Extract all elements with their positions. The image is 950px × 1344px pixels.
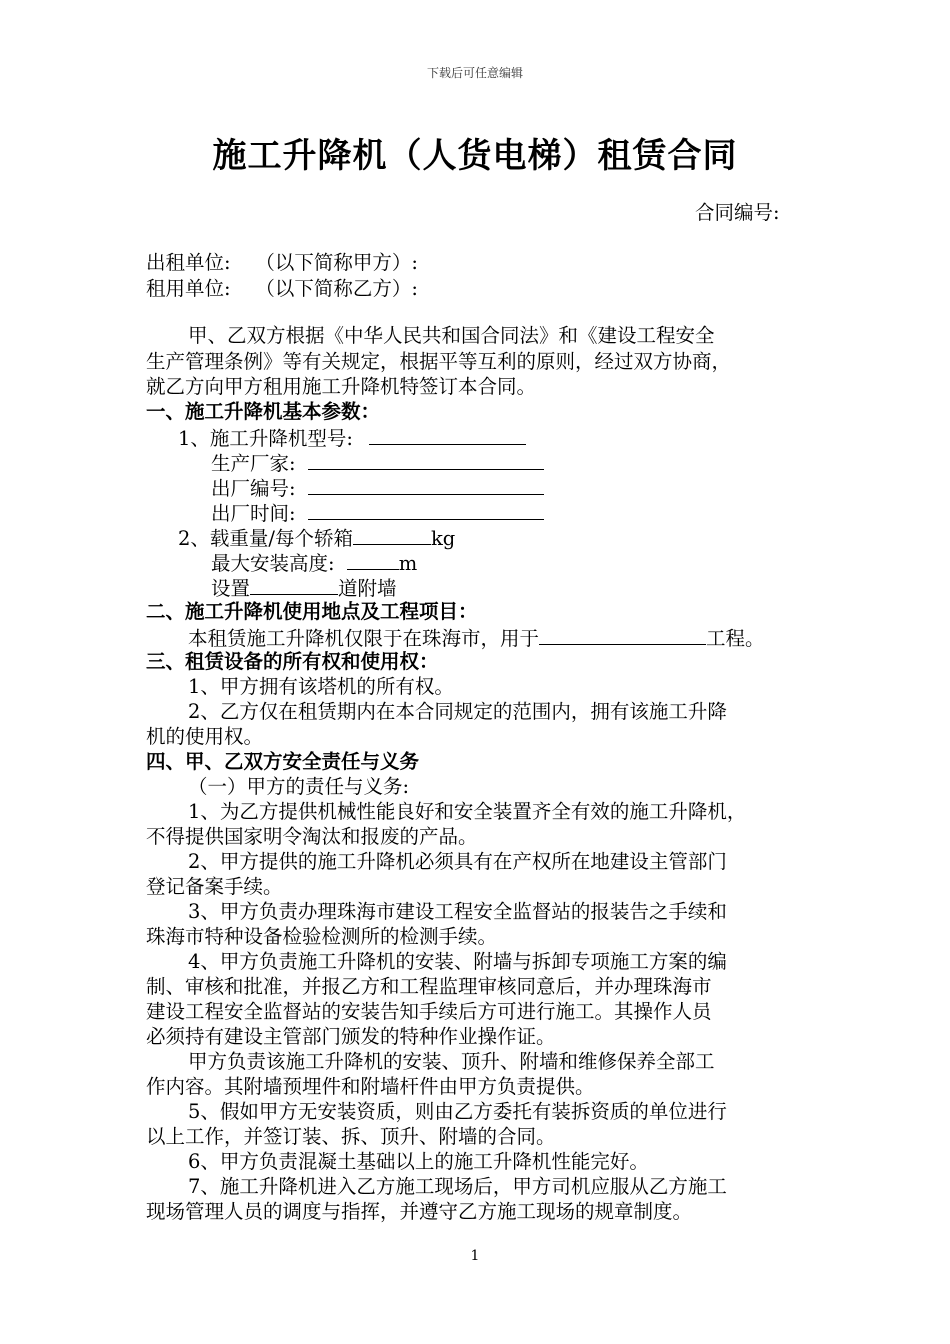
intro-line-3: 就乙方向甲方租用施工升降机特签订本合同。: [146, 375, 537, 398]
duty-line: 现场管理人员的调度与指挥，并遵守乙方施工现场的规章制度。: [146, 1200, 693, 1223]
intro-line-2: 生产管理条例》等有关规定，根据平等互利的原则，经过双方协商，: [146, 350, 732, 373]
contract-number-label: 合同编号:: [695, 201, 780, 224]
location-line: [188, 624, 765, 651]
duty-line: 甲方负责该施工升降机的安装、顶升、附墙和维修保养全部工: [188, 1050, 715, 1073]
page-number: 1: [470, 1248, 480, 1264]
param-height-unit: m: [398, 552, 418, 575]
param-serial-label: 出厂编号:: [211, 477, 296, 500]
param-wall-prefix: 设置: [211, 577, 251, 600]
section-4-heading: 四、甲、乙双方安全责任与义务: [146, 750, 420, 773]
location-blank: [539, 624, 706, 645]
section-1-heading: 一、施工升降机基本参数：: [146, 400, 381, 423]
duty-line: 1、为乙方提供机械性能良好和安全装置齐全有效的施工升降机，: [188, 800, 747, 823]
param-serial: [211, 474, 544, 501]
section-3-heading: 三、租赁设备的所有权和使用权：: [146, 650, 439, 673]
param-wall-suffix: 道附墙: [338, 577, 397, 600]
lessee-line: 租用单位: （以下简称乙方）:: [146, 277, 418, 300]
param-maker-label: 生产厂家:: [211, 452, 296, 475]
duty-line: 2、甲方提供的施工升降机必须具有在产权所在地建设主管部门: [188, 850, 727, 873]
param-wall: [211, 574, 397, 601]
section-2-heading: 二、施工升降机使用地点及工程项目：: [146, 600, 478, 623]
duty-line: 必须持有建设主管部门颁发的特种作业操作证。: [146, 1025, 556, 1048]
param-model-blank: [369, 424, 526, 445]
header-note: 下载后可任意编辑: [426, 66, 523, 80]
duty-line: 6、甲方负责混凝土基础以上的施工升降机性能完好。: [188, 1150, 649, 1173]
duty-line: 7、施工升降机进入乙方施工现场后，甲方司机应服从乙方施工: [188, 1175, 727, 1198]
location-suffix: 工程。: [706, 627, 765, 650]
ownership-item-2-line-1: 2、乙方仅在租赁期内在本合同规定的范围内，拥有该施工升降: [188, 700, 727, 723]
param-wall-blank: [250, 574, 338, 595]
duty-line: 4、甲方负责施工升降机的安装、附墙与拆卸专项施工方案的编: [188, 950, 727, 973]
duty-line: 登记备案手续。: [146, 875, 283, 898]
param-load: [178, 524, 455, 551]
lessor-line: 出租单位: （以下简称甲方）:: [146, 251, 418, 274]
document-title: 施工升降机（人货电梯）租赁合同: [212, 136, 738, 176]
param-model: [178, 424, 526, 451]
duty-line: 不得提供国家明令淘汰和报废的产品。: [146, 825, 478, 848]
param-model-label: 1、施工升降机型号:: [178, 427, 353, 450]
duty-line: 3、甲方负责办理珠海市建设工程安全监督站的报装告之手续和: [188, 900, 727, 923]
param-serial-blank: [308, 474, 544, 495]
param-date-label: 出厂时间:: [211, 502, 296, 525]
duty-line: 珠海市特种设备检验检测所的检测手续。: [146, 925, 498, 948]
ownership-item-1: 1、甲方拥有该塔机的所有权。: [188, 675, 454, 698]
party-a-subheading: （一）甲方的责任与义务:: [188, 775, 410, 798]
param-load-label: 2、载重量/每个轿箱: [178, 527, 353, 550]
param-load-unit: kg: [430, 527, 456, 550]
param-maker: [211, 449, 544, 476]
duty-line: 制、审核和批准，并报乙方和工程监理审核同意后，并办理珠海市: [146, 975, 712, 998]
param-height-label: 最大安装高度:: [211, 552, 335, 575]
param-date-blank: [308, 499, 544, 520]
ownership-item-2-line-2: 机的使用权。: [146, 725, 264, 748]
duty-line: 5、假如甲方无安装资质，则由乙方委托有装拆资质的单位进行: [188, 1100, 727, 1123]
param-height: [211, 549, 417, 576]
intro-line-1: 甲、乙双方根据《中华人民共和国合同法》和《建设工程安全: [188, 324, 715, 347]
duty-line: 以上工作，并签订装、拆、顶升、附墙的合同。: [146, 1125, 556, 1148]
param-date: [211, 499, 544, 526]
duty-line: 建设工程安全监督站的安装告知手续后方可进行施工。其操作人员: [146, 1000, 712, 1023]
location-prefix: 本租赁施工升降机仅限于在珠海市，用于: [188, 627, 540, 650]
param-maker-blank: [308, 449, 544, 470]
param-height-blank: [347, 549, 399, 570]
duty-line: 作内容。其附墙预埋件和附墙杆件由甲方负责提供。: [146, 1075, 595, 1098]
param-load-blank: [353, 524, 431, 545]
